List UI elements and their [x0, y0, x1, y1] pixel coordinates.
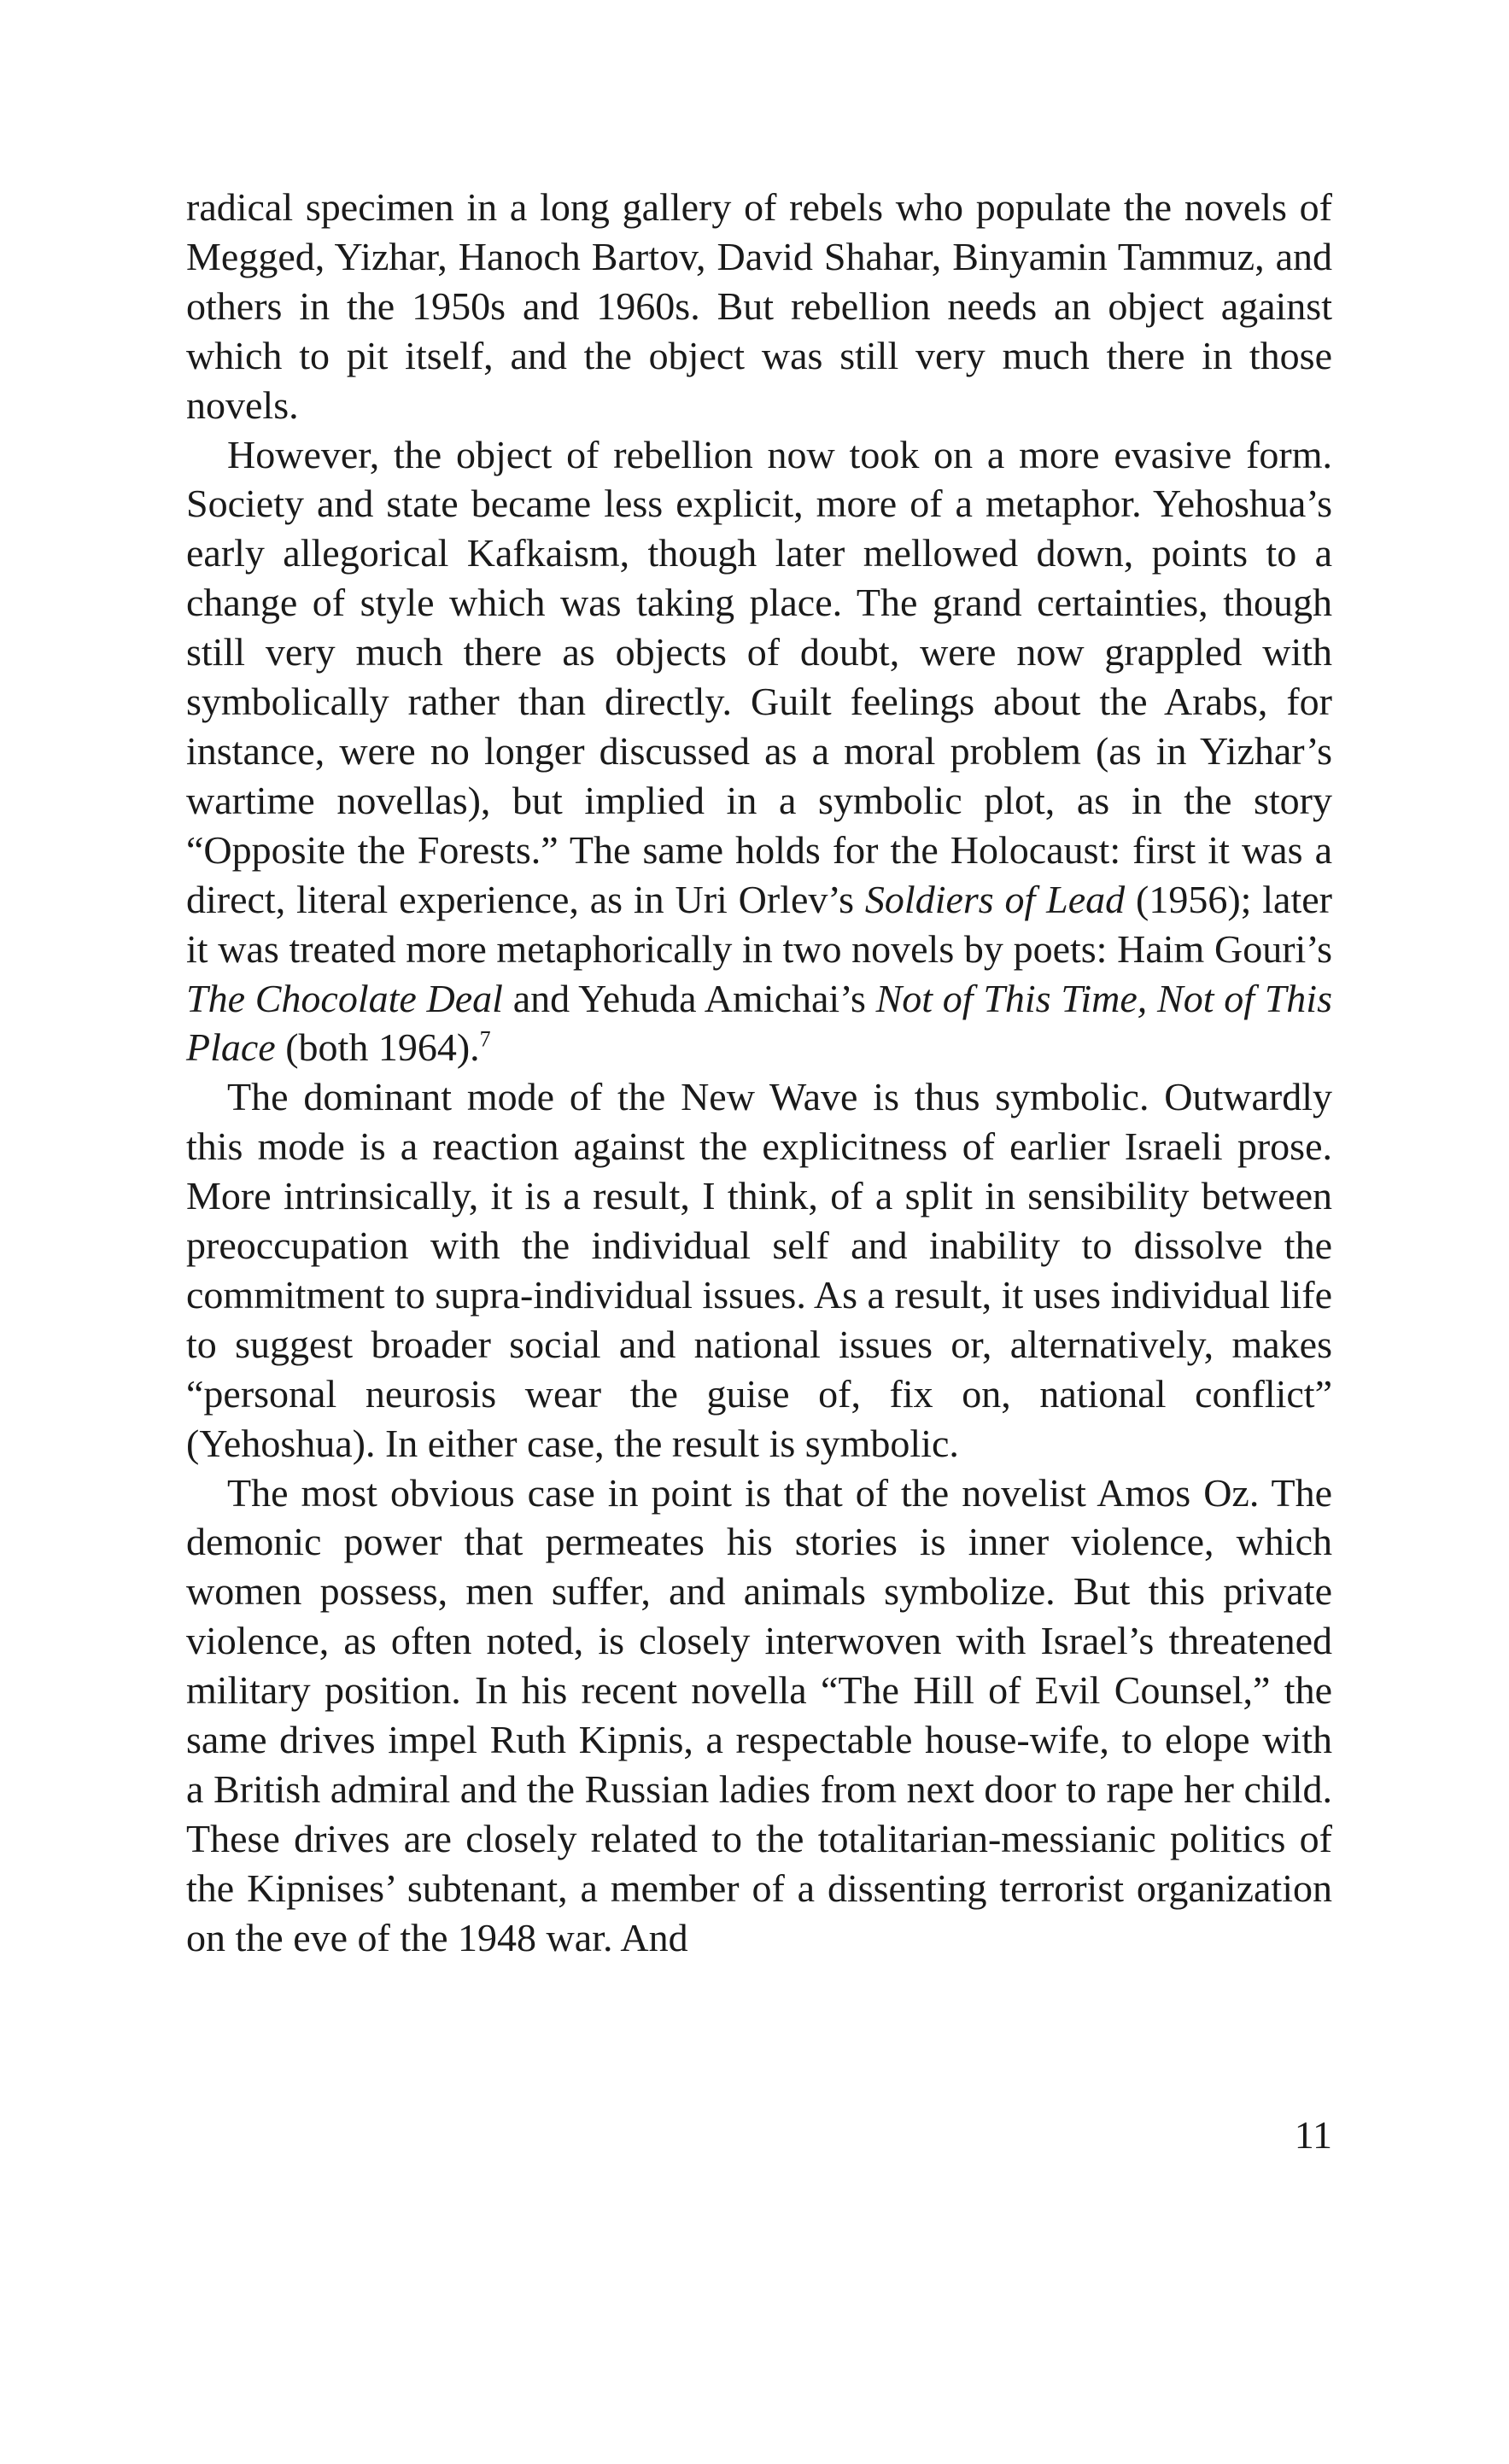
paragraph: [186, 1072, 1332, 1468]
paragraph: [186, 430, 1332, 1073]
text-run: The most obvious case in point is that of the novelist Amos Oz. The demonic power that permeates his stories is inner violence, which women possess, men suffer, and animals symbolize. But this private violence, as often noted, is closely interwoven with Israel’s threatened military position. In his recent novella “The Hill of Evil Counsel,” the same drives impel Ruth Kipnis, a respectable house-wife, to elope with a British admiral and the Russian ladies from next door to rape her child. These drives are closely related to the totalitarian-messianic politics of the Kipnises’ subtenant, a member of a dissenting terrorist organization on the eve of the 1948 war. And: [186, 1470, 1332, 1959]
text-run: The dominant mode of the New Wave is thus symbolic. Outwardly this mode is a reaction against the explicitness of earlier Israeli prose. More intrinsically, it is a result, I think, of a split in sensibility between preoccupation with the individual self and inability to dissolve the commitment to supra-individual issues. As a result, it uses individual life to suggest broader social and national issues or, alternatively, makes “personal neurosis wear the guise of, fix on, national conflict” (Yehoshua). In either case, the result is symbolic.: [186, 1075, 1332, 1465]
footnote-marker: 7: [479, 1027, 491, 1053]
text-run: (1956); later it was treated more metaphorically in two novels by poets: Haim Gouri’s: [186, 877, 1332, 971]
page-number: 11: [1294, 2113, 1332, 2157]
body-text: [186, 183, 1332, 1963]
text-run: (both 1964).: [275, 1025, 480, 1070]
text-run: However, the object of rebellion now took on a more evasive form. Society and state became less explicit, more of a metaphor. Yehoshua’s early allegorical Kafkaism, though later mellowed down, points to a change of style which was taking place. The grand certainties, though still very much there as objects of doubt, were now grappled with symbolically rather than directly. Guilt feelings about the Arabs, for instance, were no longer discussed as a moral problem (as in Yizhar’s wartime novellas), but implied in a symbolic plot, as in the story “Opposite the Forests.” The same holds for the Holocaust: first it was a direct, literal experience, as in Uri Orlev’s: [186, 432, 1332, 921]
text-run: and Yehuda Amichai’s: [502, 976, 876, 1020]
italic-title: Not of This Time, Not of This Place: [186, 976, 1332, 1070]
paragraph: [186, 183, 1332, 430]
paragraph: [186, 1468, 1332, 1963]
italic-title: Soldiers of Lead: [864, 877, 1126, 921]
text-run: radical specimen in a long gallery of rebels who populate the novels of Megged, Yizhar, Hanoch Bartov, David Shahar, Binyamin Tammuz, and others in the 1950s and 1960s. But rebellion needs an object against which to pit itself, and the object was still very much there in those novels.: [186, 185, 1332, 427]
italic-title: The Chocolate Deal: [186, 976, 503, 1020]
